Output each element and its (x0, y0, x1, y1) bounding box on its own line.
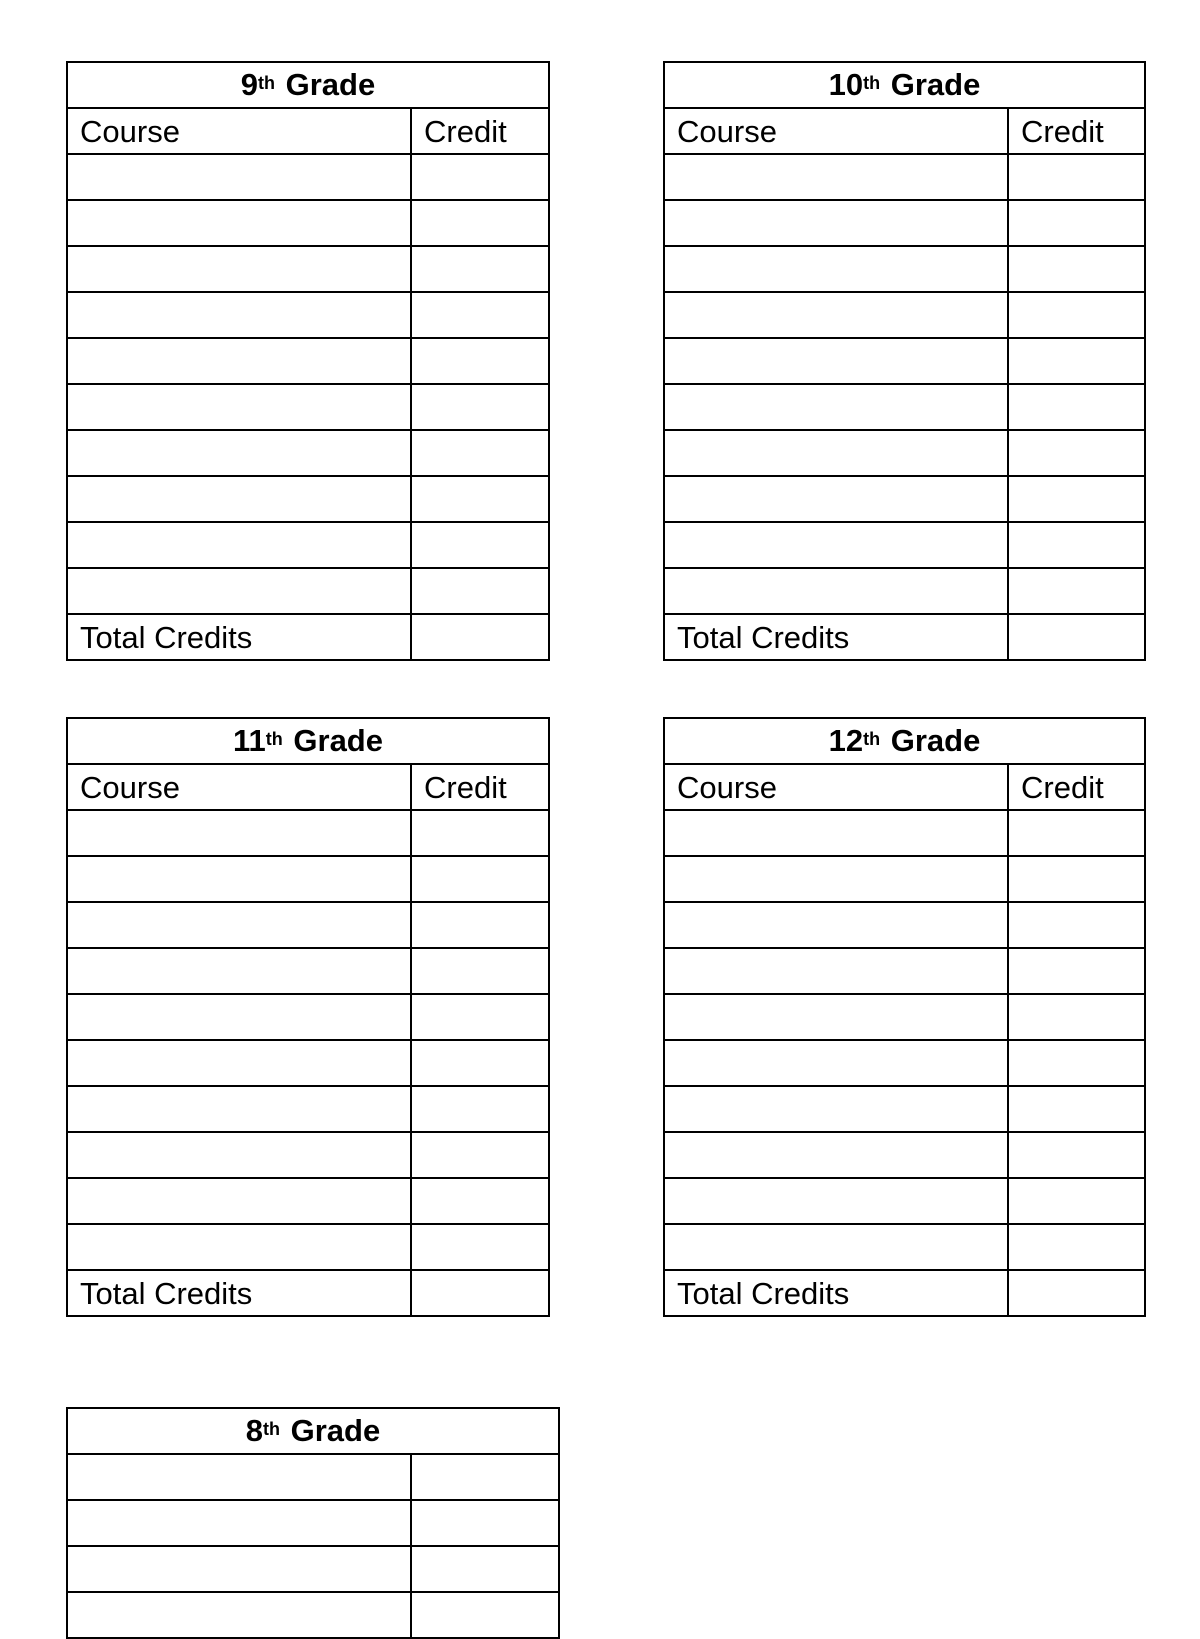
course-row (67, 476, 549, 522)
course-cell[interactable] (664, 154, 1008, 200)
course-cell[interactable] (67, 1592, 411, 1638)
credit-cell[interactable] (411, 948, 549, 994)
course-row (67, 1454, 559, 1500)
course-row (67, 856, 549, 902)
credit-cell[interactable] (411, 292, 549, 338)
credit-cell[interactable] (411, 856, 549, 902)
credit-cell[interactable] (1008, 1086, 1145, 1132)
course-row (67, 1040, 549, 1086)
course-row (67, 948, 549, 994)
course-cell[interactable] (67, 948, 411, 994)
credit-cell[interactable] (411, 1040, 549, 1086)
course-cell[interactable] (67, 338, 411, 384)
course-rows (664, 154, 1145, 614)
grade-11-title: 11th Grade (67, 718, 549, 764)
course-cell[interactable] (664, 948, 1008, 994)
course-row (664, 810, 1145, 856)
credit-cell[interactable] (411, 1132, 549, 1178)
course-row (67, 384, 549, 430)
course-cell[interactable] (67, 994, 411, 1040)
credit-cell[interactable] (411, 1454, 559, 1500)
course-cell[interactable] (664, 430, 1008, 476)
course-row (664, 430, 1145, 476)
course-rows (67, 1454, 559, 1638)
course-row (67, 810, 549, 856)
course-cell[interactable] (67, 568, 411, 614)
course-row (67, 1546, 559, 1592)
course-cell[interactable] (67, 1454, 411, 1500)
course-row (67, 994, 549, 1040)
credit-cell[interactable] (411, 1178, 549, 1224)
credit-cell[interactable] (411, 200, 549, 246)
course-row (664, 1132, 1145, 1178)
course-row (664, 154, 1145, 200)
total-credits-cell[interactable] (411, 614, 549, 660)
credit-cell[interactable] (1008, 292, 1145, 338)
course-row (67, 338, 549, 384)
grade-9-title: 9th Grade (67, 62, 549, 108)
credit-cell[interactable] (411, 246, 549, 292)
course-row (664, 384, 1145, 430)
course-row (67, 1178, 549, 1224)
grade-9-table (66, 61, 550, 661)
course-row (664, 568, 1145, 614)
course-cell[interactable] (67, 1178, 411, 1224)
course-cell[interactable] (67, 522, 411, 568)
course-row (67, 200, 549, 246)
credit-cell[interactable] (411, 1546, 559, 1592)
credit-cell[interactable] (1008, 200, 1145, 246)
course-row (67, 902, 549, 948)
course-cell[interactable] (67, 154, 411, 200)
course-cell[interactable] (664, 476, 1008, 522)
credit-cell[interactable] (1008, 1040, 1145, 1086)
course-row (664, 476, 1145, 522)
course-rows (664, 810, 1145, 1270)
course-row (67, 1224, 549, 1270)
credit-cell[interactable] (411, 1500, 559, 1546)
total-credits-cell[interactable] (1008, 1270, 1145, 1316)
course-row (664, 1224, 1145, 1270)
course-cell[interactable] (67, 1132, 411, 1178)
course-header: Course (664, 764, 1008, 810)
credit-cell[interactable] (1008, 994, 1145, 1040)
course-row (67, 1132, 549, 1178)
credit-header: Credit (1008, 108, 1145, 154)
grade-8-table (66, 1407, 560, 1639)
course-cell[interactable] (67, 384, 411, 430)
grade-10-table (663, 61, 1146, 661)
credit-cell[interactable] (1008, 246, 1145, 292)
credit-cell[interactable] (1008, 338, 1145, 384)
course-cell[interactable] (664, 522, 1008, 568)
credit-cell[interactable] (1008, 384, 1145, 430)
course-cell[interactable] (67, 476, 411, 522)
course-row (664, 246, 1145, 292)
credit-cell[interactable] (1008, 1224, 1145, 1270)
course-cell[interactable] (67, 200, 411, 246)
credit-cell[interactable] (411, 522, 549, 568)
credit-cell[interactable] (411, 476, 549, 522)
course-row (664, 338, 1145, 384)
course-rows (67, 810, 549, 1270)
credit-cell[interactable] (411, 568, 549, 614)
course-cell[interactable] (67, 856, 411, 902)
credit-cell[interactable] (411, 994, 549, 1040)
course-cell[interactable] (67, 902, 411, 948)
total-credits-label: Total Credits (664, 1270, 1008, 1316)
credit-cell[interactable] (1008, 522, 1145, 568)
total-credits-label: Total Credits (67, 614, 411, 660)
credit-header: Credit (411, 108, 549, 154)
course-row (67, 1086, 549, 1132)
course-cell[interactable] (664, 384, 1008, 430)
course-cell[interactable] (664, 1040, 1008, 1086)
course-cell[interactable] (664, 1224, 1008, 1270)
credit-cell[interactable] (411, 430, 549, 476)
course-cell[interactable] (664, 810, 1008, 856)
total-credits-label: Total Credits (67, 1270, 411, 1316)
grade-10-title: 10th Grade (664, 62, 1145, 108)
credit-cell[interactable] (1008, 810, 1145, 856)
course-row (664, 200, 1145, 246)
course-cell[interactable] (67, 430, 411, 476)
course-row (67, 522, 549, 568)
credit-cell[interactable] (1008, 1178, 1145, 1224)
grade-12-title: 12th Grade (664, 718, 1145, 764)
credit-cell[interactable] (1008, 430, 1145, 476)
course-cell[interactable] (664, 1178, 1008, 1224)
course-row (67, 430, 549, 476)
credit-cell[interactable] (411, 1086, 549, 1132)
total-credits-cell[interactable] (411, 1270, 549, 1316)
course-row (664, 856, 1145, 902)
course-row (67, 1592, 559, 1638)
credit-header: Credit (411, 764, 549, 810)
course-row (67, 568, 549, 614)
credit-cell[interactable] (411, 810, 549, 856)
credit-header: Credit (1008, 764, 1145, 810)
credit-cell[interactable] (1008, 902, 1145, 948)
course-cell[interactable] (664, 292, 1008, 338)
course-cell[interactable] (67, 1546, 411, 1592)
course-cell[interactable] (67, 1224, 411, 1270)
grade-8-title: 8th Grade (67, 1408, 559, 1454)
credit-cell[interactable] (411, 1592, 559, 1638)
course-row (664, 1040, 1145, 1086)
course-cell[interactable] (67, 1086, 411, 1132)
course-row (664, 994, 1145, 1040)
course-cell[interactable] (67, 246, 411, 292)
course-row (664, 292, 1145, 338)
course-cell[interactable] (664, 338, 1008, 384)
course-row (664, 522, 1145, 568)
grade-11-table (66, 717, 550, 1317)
course-row (664, 948, 1145, 994)
credit-cell[interactable] (1008, 1132, 1145, 1178)
course-cell[interactable] (664, 568, 1008, 614)
credit-cell[interactable] (411, 338, 549, 384)
course-cell[interactable] (664, 1086, 1008, 1132)
course-cell[interactable] (67, 292, 411, 338)
credit-cell[interactable] (1008, 856, 1145, 902)
total-credits-cell[interactable] (1008, 614, 1145, 660)
credit-cell[interactable] (411, 384, 549, 430)
course-cell[interactable] (67, 1040, 411, 1086)
course-cell[interactable] (664, 994, 1008, 1040)
course-row (67, 292, 549, 338)
credit-cell[interactable] (1008, 568, 1145, 614)
course-cell[interactable] (664, 1132, 1008, 1178)
total-credits-label: Total Credits (664, 614, 1008, 660)
course-header: Course (67, 108, 411, 154)
course-cell[interactable] (67, 810, 411, 856)
course-cell[interactable] (664, 246, 1008, 292)
credit-cell[interactable] (411, 154, 549, 200)
course-header: Course (67, 764, 411, 810)
course-row (664, 1178, 1145, 1224)
course-header: Course (664, 108, 1008, 154)
credit-cell[interactable] (1008, 948, 1145, 994)
course-row (67, 1500, 559, 1546)
credit-cell[interactable] (411, 902, 549, 948)
course-cell[interactable] (664, 200, 1008, 246)
credit-cell[interactable] (1008, 154, 1145, 200)
grade-12-table (663, 717, 1146, 1317)
course-row (664, 902, 1145, 948)
course-cell[interactable] (664, 902, 1008, 948)
course-row (67, 154, 549, 200)
course-cell[interactable] (67, 1500, 411, 1546)
course-row (664, 1086, 1145, 1132)
credit-cell[interactable] (1008, 476, 1145, 522)
course-rows (67, 154, 549, 614)
course-row (67, 246, 549, 292)
credit-cell[interactable] (411, 1224, 549, 1270)
course-cell[interactable] (664, 856, 1008, 902)
